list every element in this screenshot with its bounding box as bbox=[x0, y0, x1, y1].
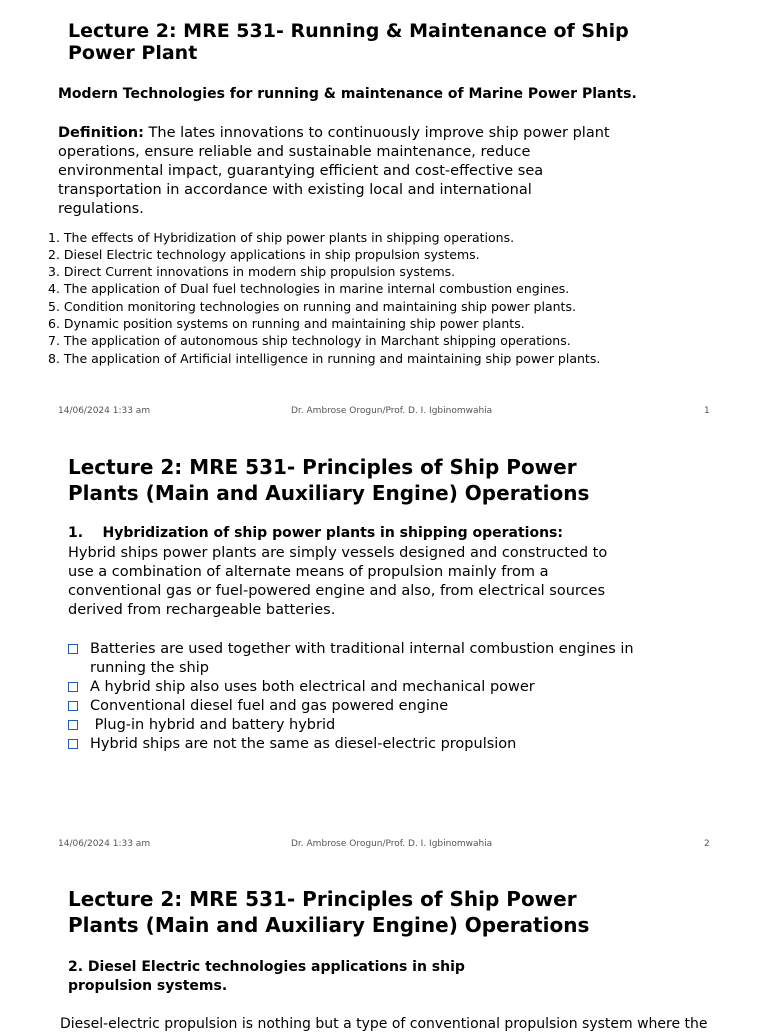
section-paragraph: Diesel-electric propulsion is nothing but a type of conventional propulsion system where the bbox=[60, 1016, 708, 1032]
footer-author: Dr. Ambrose Orogun/Prof. D. I. Igbinomwahia bbox=[291, 406, 493, 416]
list-item: 2. Diesel Electric technology applications in ship propulsion systems. bbox=[48, 247, 480, 262]
list-item: 8. The application of Artificial intelligence in running and maintaining ship power plants. bbox=[48, 351, 601, 366]
section-paragraph: Hybrid ships power plants are simply vessels designed and constructed to use a combination of alternate means of propulsion mainly from a conventional gas or fuel-powered engine and also, from electrical sources derived from rechargeable batteries. bbox=[68, 545, 608, 618]
slide-title: Lecture 2: MRE 531- Principles of Ship Power Plants (Main and Auxiliary Engine) Operations bbox=[68, 455, 590, 505]
checkbox-bullet-icon bbox=[68, 682, 78, 692]
definition-paragraph bbox=[58, 124, 618, 219]
page-number: 2 bbox=[704, 839, 710, 849]
footer-date: 14/06/2024 1:33 am bbox=[58, 406, 151, 416]
section-heading: 1. Hybridization of ship power plants in shipping operations: bbox=[68, 525, 563, 541]
section-heading: 2. Diesel Electric technologies applications in ship propulsion systems. bbox=[68, 959, 465, 994]
footer-author: Dr. Ambrose Orogun/Prof. D. I. Igbinomwahia bbox=[291, 839, 493, 849]
list-item: 7. The application of autonomous ship technology in Marchant shipping operations. bbox=[48, 333, 571, 348]
list-item: 3. Direct Current innovations in modern ship propulsion systems. bbox=[48, 264, 456, 279]
list-item: 6. Dynamic position systems on running and maintaining ship power plants. bbox=[48, 316, 525, 331]
slide-3 bbox=[0, 864, 768, 1032]
definition-label: Definition: bbox=[58, 125, 144, 141]
checkbox-bullet-icon bbox=[68, 739, 78, 749]
slide-2: Lecture 2: MRE 531- Principles of Ship Power Plants (Main and Auxiliary Engine) Operations 1. Hybridization of ship power plants in shipping operations: Hybrid ships power plants are simply vessels designed and constructed to use a combination of alternate means of propulsion mainly from a conventional gas or fuel-powered engine and also, from electrical sources derived from rechargeable batteries. Batteries are used together with traditional internal combustion engines in running the ship A hybrid ship also uses both electrical and mechanical power Conventional diesel fuel and gas powered engine Plug-in hybrid and battery hybrid Hybrid ships are not the same as diesel-electric propulsion 14/06/2024 1:33 am Dr. Ambrose Orogun/Prof. D. I. Igbinomwahia 2 bbox=[58, 455, 710, 849]
definition-text: The lates innovations to continuously improve ship power plant operations, ensure reliable and sustainable maintenance, reduce environmental impact, guarantying efficient and cost-effective sea transportation in accordance with existing local and international regulations. bbox=[58, 125, 610, 217]
slide-subtitle: Modern Technologies for running & maintenance of Marine Power Plants. bbox=[58, 86, 637, 102]
checkbox-bullet-icon bbox=[68, 701, 78, 711]
list-item: 1. The effects of Hybridization of ship power plants in shipping operations. bbox=[48, 230, 515, 245]
checkbox-bullet-icon bbox=[68, 644, 78, 654]
checkbox-bullet-icon bbox=[68, 720, 78, 730]
slide-title: Lecture 2: MRE 531- Principles of Ship Power Plants (Main and Auxiliary Engine) Operations bbox=[68, 887, 590, 937]
slide-1 bbox=[0, 0, 768, 432]
list-item: 5. Condition monitoring technologies on running and maintaining ship power plants. bbox=[48, 299, 576, 314]
slide-title: Lecture 2: MRE 531- Running & Maintenance of Ship Power Plant bbox=[68, 20, 629, 64]
footer-date: 14/06/2024 1:33 am bbox=[58, 839, 151, 849]
page-number: 1 bbox=[704, 406, 710, 416]
list-item: 4. The application of Dual fuel technologies in marine internal combustion engines. bbox=[48, 281, 570, 296]
